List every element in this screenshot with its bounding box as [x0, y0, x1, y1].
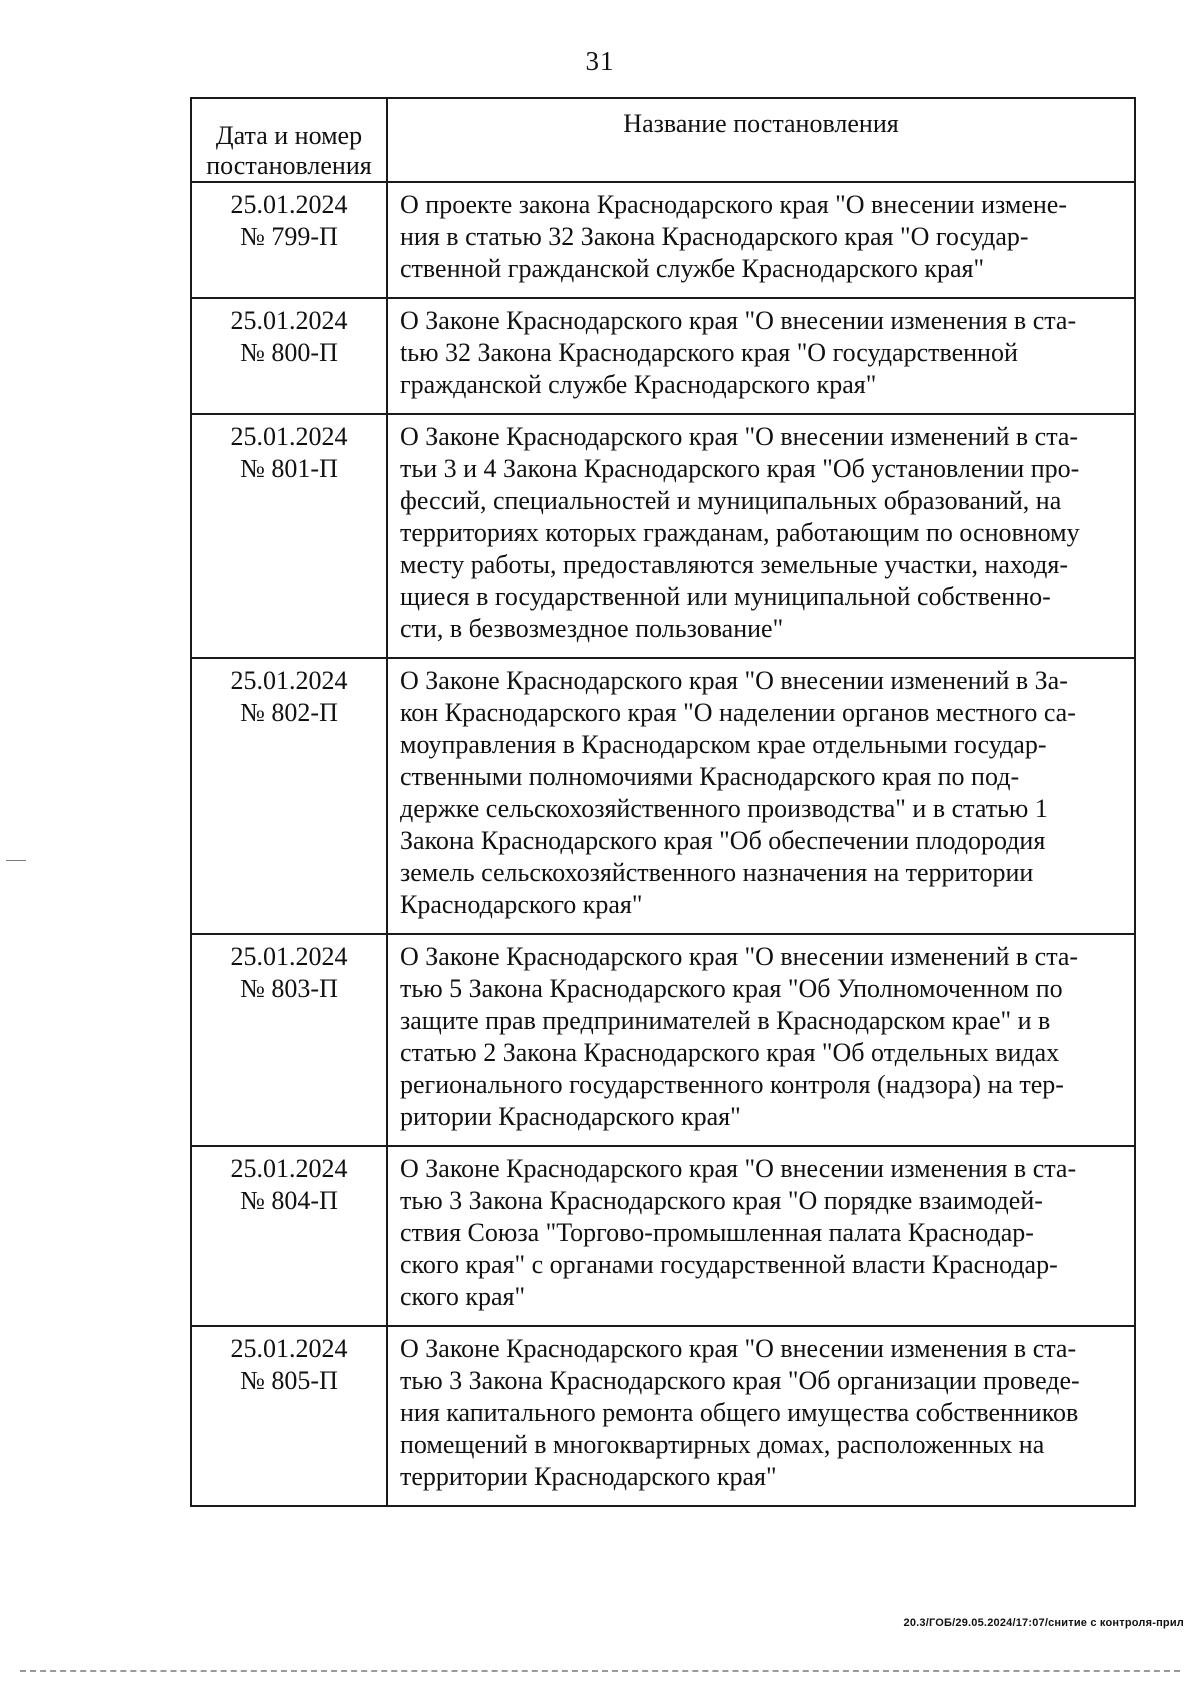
resolution-date-cell [191, 414, 387, 658]
margin-mark [6, 860, 26, 861]
page-number: 31 [585, 46, 615, 76]
resolution-title: О проекте закона Краснодарского края "О внесении измене- ния в статью 32 Закона Краснодарского края "О государ- ственной гражданской службе Краснодарского края" [387, 182, 1135, 298]
resolution-date-cell [191, 182, 387, 298]
resolution-title: О Законе Краснодарского края "О внесении изменения в ста- tью 32 Закона Краснодарского края "О государственной гражданской службе Краснодарского края" [387, 298, 1135, 414]
resolution-number: № 802-П [240, 698, 338, 727]
resolution-date-cell [191, 1146, 387, 1326]
resolution-number: № 804-П [240, 1186, 338, 1215]
column-header-title: Название постановления [387, 98, 1135, 182]
resolution-date-cell [191, 1326, 387, 1506]
resolution-date: 25.01.2024 [230, 1334, 348, 1363]
resolution-title: О Законе Краснодарского края "О внесении изменения в ста- тью 3 Закона Краснодарского края "Об организации проведе- ния капитального ремонта общего имущества собственников помещений в многоквартирных домах, расположенных на территории Краснодарского края" [387, 1326, 1135, 1506]
table-row [191, 1146, 1135, 1326]
table-row [191, 658, 1135, 934]
resolution-date-cell [191, 934, 387, 1146]
table-header-row [191, 98, 1135, 182]
resolution-date-cell [191, 658, 387, 934]
resolution-number: № 801-П [240, 454, 338, 483]
table-row [191, 298, 1135, 414]
resolution-date: 25.01.2024 [230, 422, 348, 451]
document-footer-code: 20.3/ГОБ/29.05.2024/17:07/снитие с контроля-прил [903, 1617, 1184, 1629]
scan-edge-line [20, 1670, 1180, 1672]
resolution-number: № 803-П [240, 974, 338, 1003]
resolution-date-cell [191, 298, 387, 414]
resolutions-table [190, 97, 1136, 1507]
resolution-date: 25.01.2024 [230, 1154, 348, 1183]
table-row [191, 182, 1135, 298]
table-row [191, 414, 1135, 658]
resolution-title: О Законе Краснодарского края "О внесении изменений в ста- тью 5 Закона Краснодарского края "Об Уполномоченном по защите прав предпринимателей в Краснодарском крае" и в статью 2 Закона Краснодарского края "Об отдельных видах регионального государственного контроля (надзора) на тер- ритории Краснодарского края" [387, 934, 1135, 1146]
resolution-date: 25.01.2024 [230, 190, 348, 219]
resolution-title: О Законе Краснодарского края "О внесении изменений в ста- тьи 3 и 4 Закона Краснодарского края "Об установлении про- фессий, специальностей и муниципальных образований, на территориях которых гражданам, работающим по основному месту работы, предоставляются земельные участки, находя- щиеся в государственной или муниципальной собственно- сти, в безвозмездное пользование" [387, 414, 1135, 658]
resolution-number: № 805-П [240, 1366, 338, 1395]
resolution-date: 25.01.2024 [230, 666, 348, 695]
resolution-date: 25.01.2024 [230, 306, 348, 335]
table-row [191, 1326, 1135, 1506]
resolution-date: 25.01.2024 [230, 942, 348, 971]
table-row [191, 934, 1135, 1146]
resolution-number: № 799-П [240, 222, 338, 251]
column-header-date: Дата и номер постановления [191, 98, 387, 182]
resolution-title: О Законе Краснодарского края "О внесении изменений в За- кон Краснодарского края "О наделении органов местного са- моуправления в Краснодарском крае отдельными государ- ственными полномочиями Краснодарского края по под- держке сельскохозяйственного производства" и в статью 1 Закона Краснодарского края "Об обеспечении плодородия земель сельскохозяйственного назначения на территории Краснодарского края" [387, 658, 1135, 934]
resolution-title: О Законе Краснодарского края "О внесении изменения в ста- тью 3 Закона Краснодарского края "О порядке взаимодей- ствия Союза "Торгово-промышленная палата Краснодар- ского края" с органами государственной власти Краснодар- ского края" [387, 1146, 1135, 1326]
resolution-number: № 800-П [240, 338, 338, 367]
